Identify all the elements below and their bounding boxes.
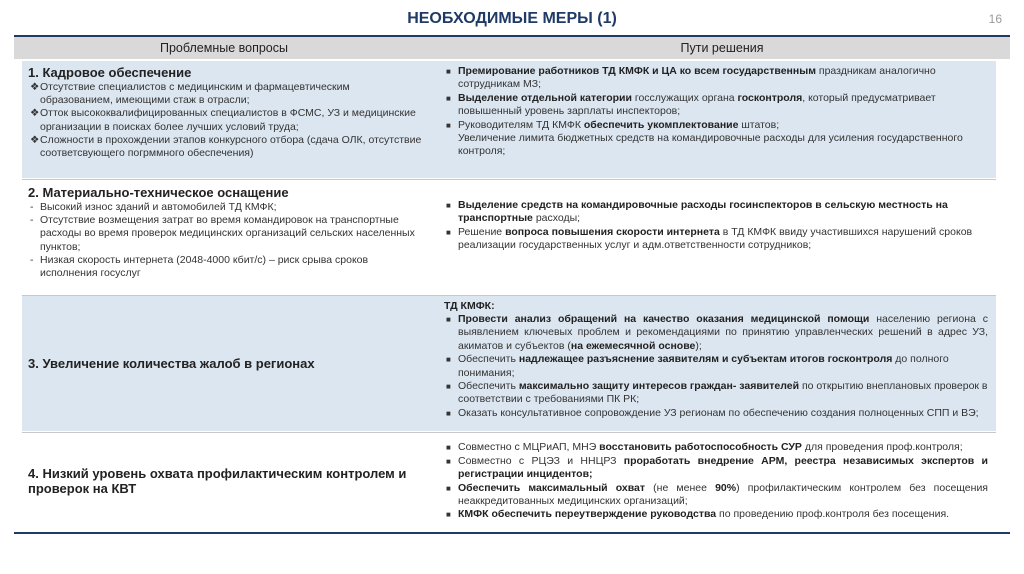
solution-item: ■ КМФК обеспечить переутверждение руководства по проведению проф.контроля без посещения. xyxy=(446,508,950,521)
solution-item: ■ Премирование работников ТД КМФК и ЦА ко всем государственным праздникам аналогично сотрудникам МЗ; xyxy=(446,65,936,91)
page-number: 16 xyxy=(988,12,1002,26)
issue-item: - Отсутствие возмещения затрат во время командировок на транспортные расходы во время проверок медицинских организаций сельских населенных пунктов; xyxy=(30,214,415,253)
problem-cell xyxy=(22,434,428,529)
table-header xyxy=(14,37,1010,59)
solution-cell xyxy=(428,61,996,178)
square-bullet-icon: ■ xyxy=(446,120,451,130)
solution-item: ■ Руководителям ТД КМФК обеспечить укомплектование штатов; xyxy=(446,118,780,131)
table-row xyxy=(22,61,996,178)
solution-item: ■ Обеспечить максимально защиту интересов граждан- заявителей по открытию внеплановых проверок в соответствии с требованиями ПК РК; xyxy=(446,380,988,406)
diamond-bullet-icon: ❖ xyxy=(30,133,40,146)
square-bullet-icon: ■ xyxy=(446,382,451,392)
diamond-bullet-icon: ❖ xyxy=(30,107,40,120)
page-title: НЕОБХОДИМЫЕ МЕРЫ (1) xyxy=(407,10,617,27)
row-divider xyxy=(22,432,996,433)
square-bullet-icon: ■ xyxy=(446,355,451,365)
issue-item: ❖Отсутствие специалистов с медицинским и фармацевтическим образованием, имеющими стаж в отрасли; xyxy=(30,81,350,107)
solution-item: ■ Выделение отдельной категории госслужащих органа госконтроля, который предусматривает повышенный уровень зарплаты инспекторов; xyxy=(446,91,936,118)
problem-heading: 2. Материально-техническое оснащение xyxy=(28,185,289,200)
column-header-solutions: Пути решения xyxy=(680,41,764,55)
issue-item: ❖Отток высококвалифицированных специалистов в ФСМС, УЗ и медицинские организации в поисках более лучших условий труда; xyxy=(30,107,416,133)
row-divider xyxy=(22,179,996,180)
problem-heading: 1. Кадровое обеспечение xyxy=(28,65,192,80)
column-header-problems: Проблемные вопросы xyxy=(160,41,288,55)
issue-item: ❖Сложности в прохождении этапов конкурсного отбора (сдача ОЛК, отсутствие соответсвующего погрммного обеспечения) xyxy=(30,133,422,160)
solution-item: ■ Решение вопроса повышения скорости интернета в ТД КМФК ввиду участившихся нарушений сроков реализации государственных услуг и адм.ответственности сотрудников; xyxy=(446,225,973,252)
solution-cell xyxy=(428,296,996,431)
dash-bullet-icon: - xyxy=(30,253,34,266)
problem-cell xyxy=(22,181,428,294)
square-bullet-icon: ■ xyxy=(446,201,451,210)
table-row xyxy=(22,181,996,294)
solution-item: ■ Провести анализ обращений на качество оказания медицинской помощи населению региона с выявлением ключевых проблем и рекомендациями по принятию управленческих решений в адрес УЗ, акиматов и субъектов (на ежемесячной основе); xyxy=(446,313,988,352)
dash-bullet-icon: - xyxy=(30,201,34,213)
bottom-divider xyxy=(14,532,1010,534)
solution-item: ■ Обеспечить максимальный охват (не менее 90%) профилактическим контролем без посещения неаккредитованных медицинских организаций; xyxy=(446,481,988,507)
solution-group-label: ТД КМФК: xyxy=(444,300,495,312)
problem-heading: 4. Низкий уровень охвата профилактическим контролем и проверок на КВТ xyxy=(28,466,407,496)
square-bullet-icon: ■ xyxy=(446,443,451,453)
solution-item: Увеличение лимита бюджетных средств на командировочные расходы для усиления государственного контроля; xyxy=(458,132,963,158)
square-bullet-icon: ■ xyxy=(446,315,451,324)
issue-item: - Низкая скорость интернета (2048-4000 кбит/с) – риск срыва сроков исполнения госуслуг xyxy=(30,253,369,280)
square-bullet-icon: ■ xyxy=(446,67,451,76)
square-bullet-icon: ■ xyxy=(446,408,451,418)
diamond-bullet-icon: ❖ xyxy=(30,81,40,93)
problem-cell xyxy=(22,61,428,178)
table-row xyxy=(22,296,996,431)
solution-cell xyxy=(428,434,996,529)
issue-item: - Высокий износ зданий и автомобилей ТД КМФК; xyxy=(30,201,277,213)
problem-heading: 3. Увеличение количества жалоб в регионах xyxy=(28,355,315,371)
solution-item: ■ Совместно с РЦЭЗ и ННЦРЗ проработать внедрение АРМ, реестра независимых экспертов и регистрации инцидентов; xyxy=(446,454,988,481)
square-bullet-icon: ■ xyxy=(446,483,451,493)
solution-item: ■ Обеспечить надлежащее разъяснение заявителям и субъектам итогов госконтроля до полного понимания; xyxy=(446,353,949,379)
problem-cell xyxy=(22,296,428,431)
square-bullet-icon: ■ xyxy=(446,227,451,237)
square-bullet-icon: ■ xyxy=(446,510,451,520)
table-row xyxy=(22,434,996,529)
square-bullet-icon: ■ xyxy=(446,456,451,466)
solution-item: ■ Совместно с МЦРиАП, МНЭ восстановить работоспособность СУР для проведения проф.контроля; xyxy=(446,441,963,454)
solution-item: ■ Оказать консультативное сопровождение УЗ регионам по обеспечению создания полноценных СПП и ВЭ; xyxy=(446,406,979,419)
solution-item: ■ Выделение средств на командировочные расходы госинспекторов в сельскую местность на транспортные расходы; xyxy=(446,199,948,225)
dash-bullet-icon: - xyxy=(30,214,34,227)
square-bullet-icon: ■ xyxy=(446,93,451,103)
solution-cell xyxy=(428,181,996,294)
